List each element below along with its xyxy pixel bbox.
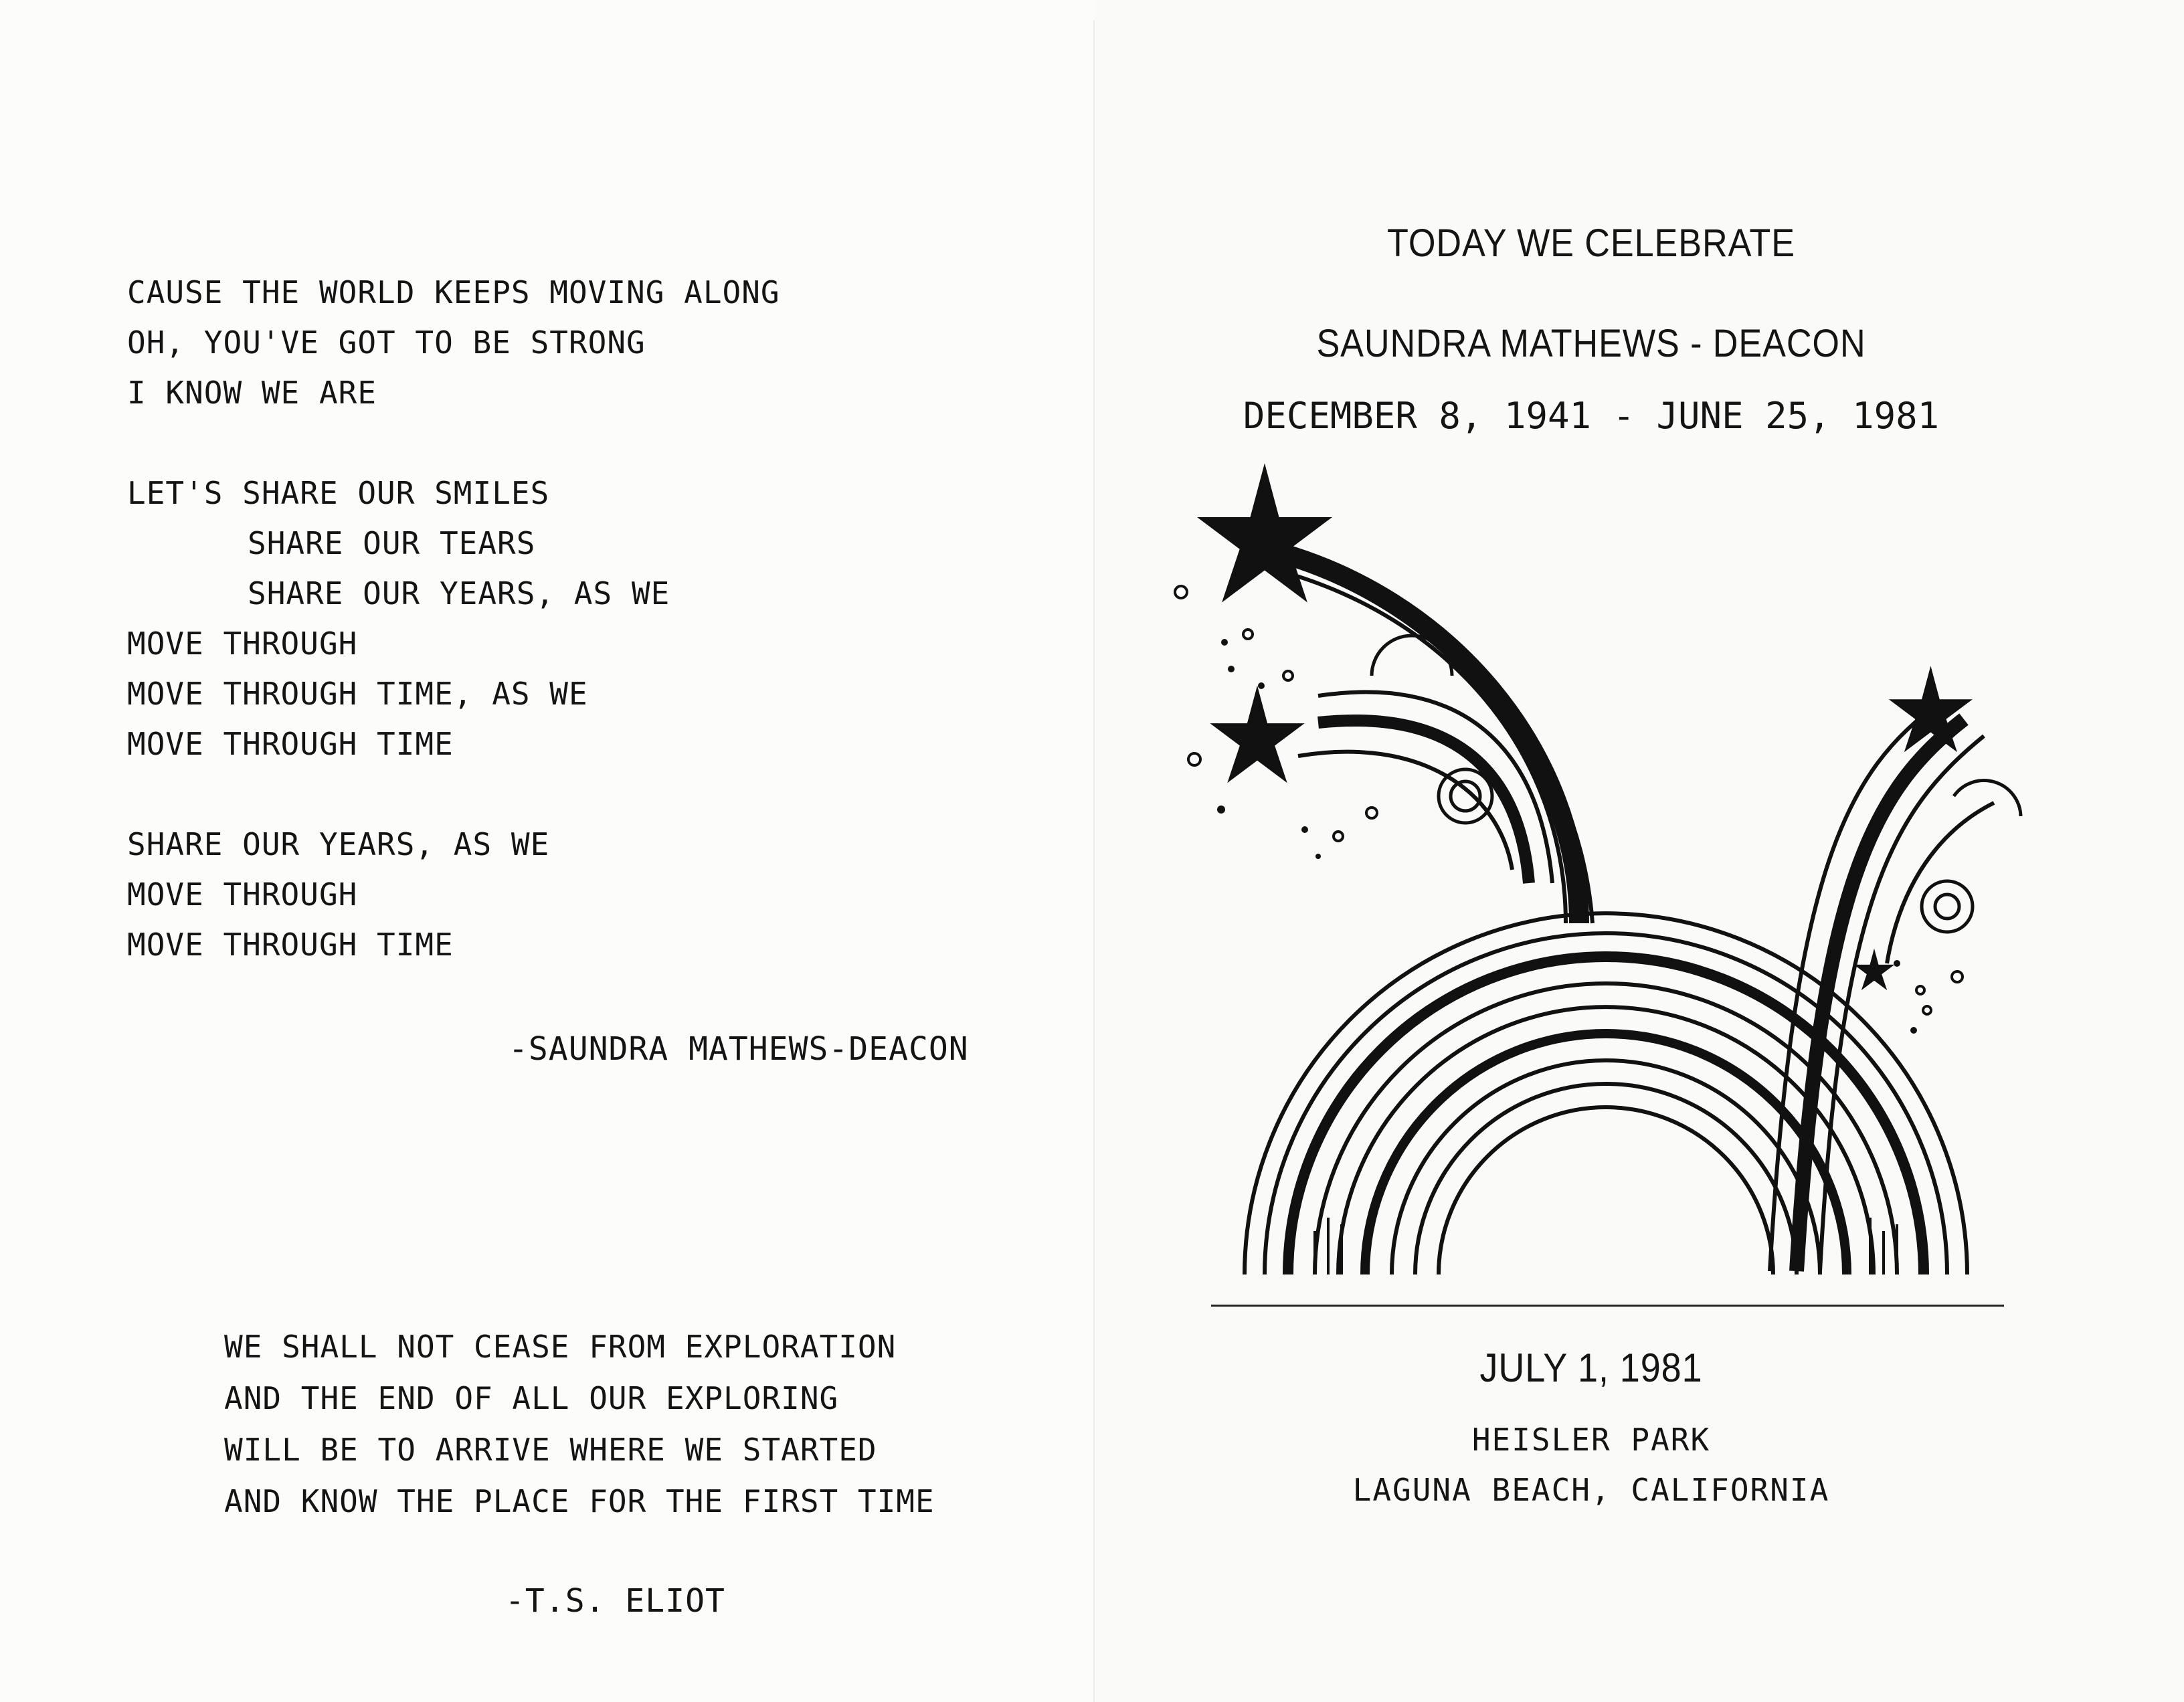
lyric-line: SHARE OUR YEARS, AS WE: [127, 826, 550, 862]
lyric-line: MOVE THROUGH TIME: [127, 726, 454, 762]
lyric-line: I KNOW WE ARE: [127, 375, 377, 411]
celebrate-heading: TODAY WE CELEBRATE: [1387, 221, 1795, 265]
lyric-line: CAUSE THE WORLD KEEPS MOVING ALONG: [127, 274, 780, 310]
lyrics-attribution: -SAUNDRA MATHEWS-DEACON: [509, 1030, 969, 1068]
eliot-quote: [224, 1321, 935, 1527]
quote-line: WE SHALL NOT CEASE FROM EXPLORATION: [224, 1329, 897, 1365]
lyric-line: SHARE OUR YEARS, AS WE: [248, 575, 670, 611]
lyric-line: MOVE THROUGH: [127, 876, 358, 913]
lyric-line: SHARE OUR TEARS: [248, 525, 536, 561]
lyric-line: MOVE THROUGH: [127, 626, 358, 662]
divider-rule: [1211, 1305, 2004, 1307]
quote-line: AND KNOW THE PLACE FOR THE FIRST TIME: [224, 1483, 935, 1519]
lyric-line: MOVE THROUGH TIME, AS WE: [127, 676, 588, 712]
lyric-line: MOVE THROUGH TIME: [127, 927, 454, 963]
sparkle-dots: [1175, 586, 1963, 1014]
stanza-break: [127, 769, 780, 820]
eliot-attribution: -T.S. ELIOT: [505, 1582, 725, 1620]
rainbow-shooting-stars-illustration: [1164, 455, 2047, 1325]
venue-name: HEISLER PARK: [1471, 1422, 1711, 1458]
stanza-break: [127, 418, 780, 468]
rainbow-band: [1415, 1084, 1797, 1274]
quote-line: WILL BE TO ARRIVE WHERE WE STARTED: [224, 1432, 877, 1468]
rainbow-band: [1365, 1034, 1847, 1274]
honoree-name: SAUNDRA MATHEWS - DEACON: [1316, 322, 1866, 365]
lyric-line: LET'S SHARE OUR SMILES: [127, 475, 550, 511]
venue-city: LAGUNA BEACH, CALIFORNIA: [1352, 1472, 1830, 1508]
service-date: JULY 1, 1981: [1479, 1345, 1703, 1390]
rainbow-band: [1392, 1060, 1820, 1274]
life-dates: DECEMBER 8, 1941 - JUNE 25, 1981: [1243, 395, 1940, 437]
quote-line: AND THE END OF ALL OUR EXPLORING: [224, 1380, 839, 1416]
rainbow-band: [1439, 1107, 1773, 1274]
lyric-line: OH, YOU'VE GOT TO BE STRONG: [127, 324, 646, 361]
lyrics-block: [127, 268, 780, 970]
